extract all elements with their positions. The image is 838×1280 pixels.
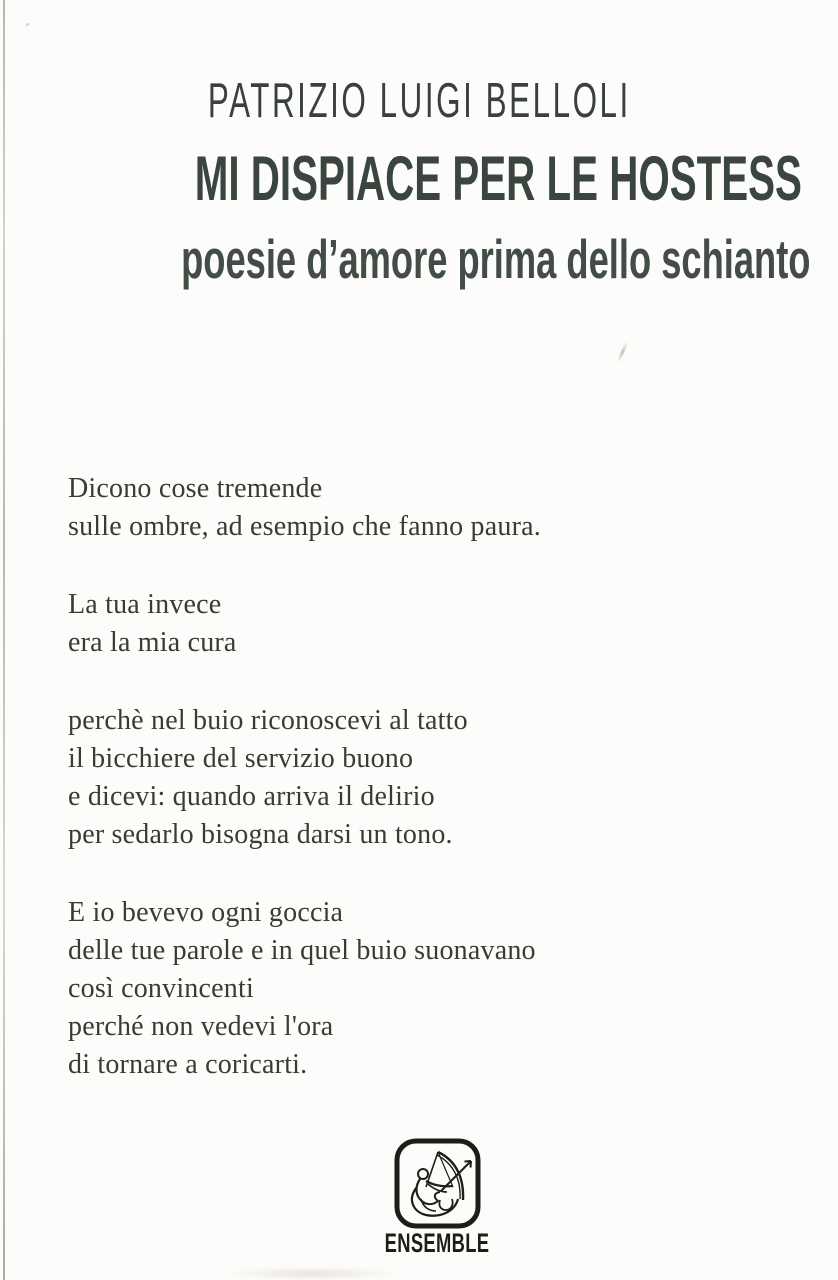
poem-stanza-2 (68, 586, 798, 662)
publisher-name-text: ENSEMBLE (384, 1228, 490, 1258)
scan-smudge (617, 341, 629, 362)
poem-line: perchè nel buio riconoscevi al tatto (68, 705, 468, 736)
poem-line: sulle ombre, ad esempio che fanno paura. (68, 511, 541, 542)
poem-line: il bicchiere del servizio buono (68, 743, 414, 774)
book-subtitle-text: poesie d’amore prima dello schianto (181, 228, 811, 290)
poem-line: Dicono cose tremende (68, 473, 323, 504)
book-subtitle (0, 228, 838, 305)
poem-line: La tua invece (68, 589, 222, 620)
book-title-text: MI DISPIACE PER LE HOSTESS (194, 144, 802, 214)
poem-line: delle tue parole e in quel buio suonavano (68, 935, 536, 966)
poem-stanza-3 (68, 702, 798, 854)
archer-bow-icon (393, 1137, 482, 1230)
poem-line: E io bevevo ogni goccia (68, 897, 344, 928)
poem-line: per sedarlo bisogna darsi un tono. (68, 819, 453, 850)
poem-line: così convincenti (68, 973, 254, 1004)
poem-line: e dicevi: quando arriva il delirio (68, 781, 435, 812)
poem-line: perché non vedevi l'ora (68, 1011, 334, 1042)
poem (68, 470, 798, 1124)
scan-speck (26, 23, 29, 26)
poem-stanza-4 (68, 894, 798, 1084)
author-name-text: PATRIZIO LUIGI BELLOLI (207, 74, 631, 128)
poem-line: di tornare a coricarti. (68, 1049, 308, 1080)
scan-smudge (228, 1268, 396, 1279)
book-title (0, 146, 838, 229)
poem-stanza-1 (68, 470, 798, 546)
poem-line: era la mia cura (68, 627, 237, 658)
publisher-name (0, 1228, 838, 1263)
author-name (0, 74, 838, 140)
